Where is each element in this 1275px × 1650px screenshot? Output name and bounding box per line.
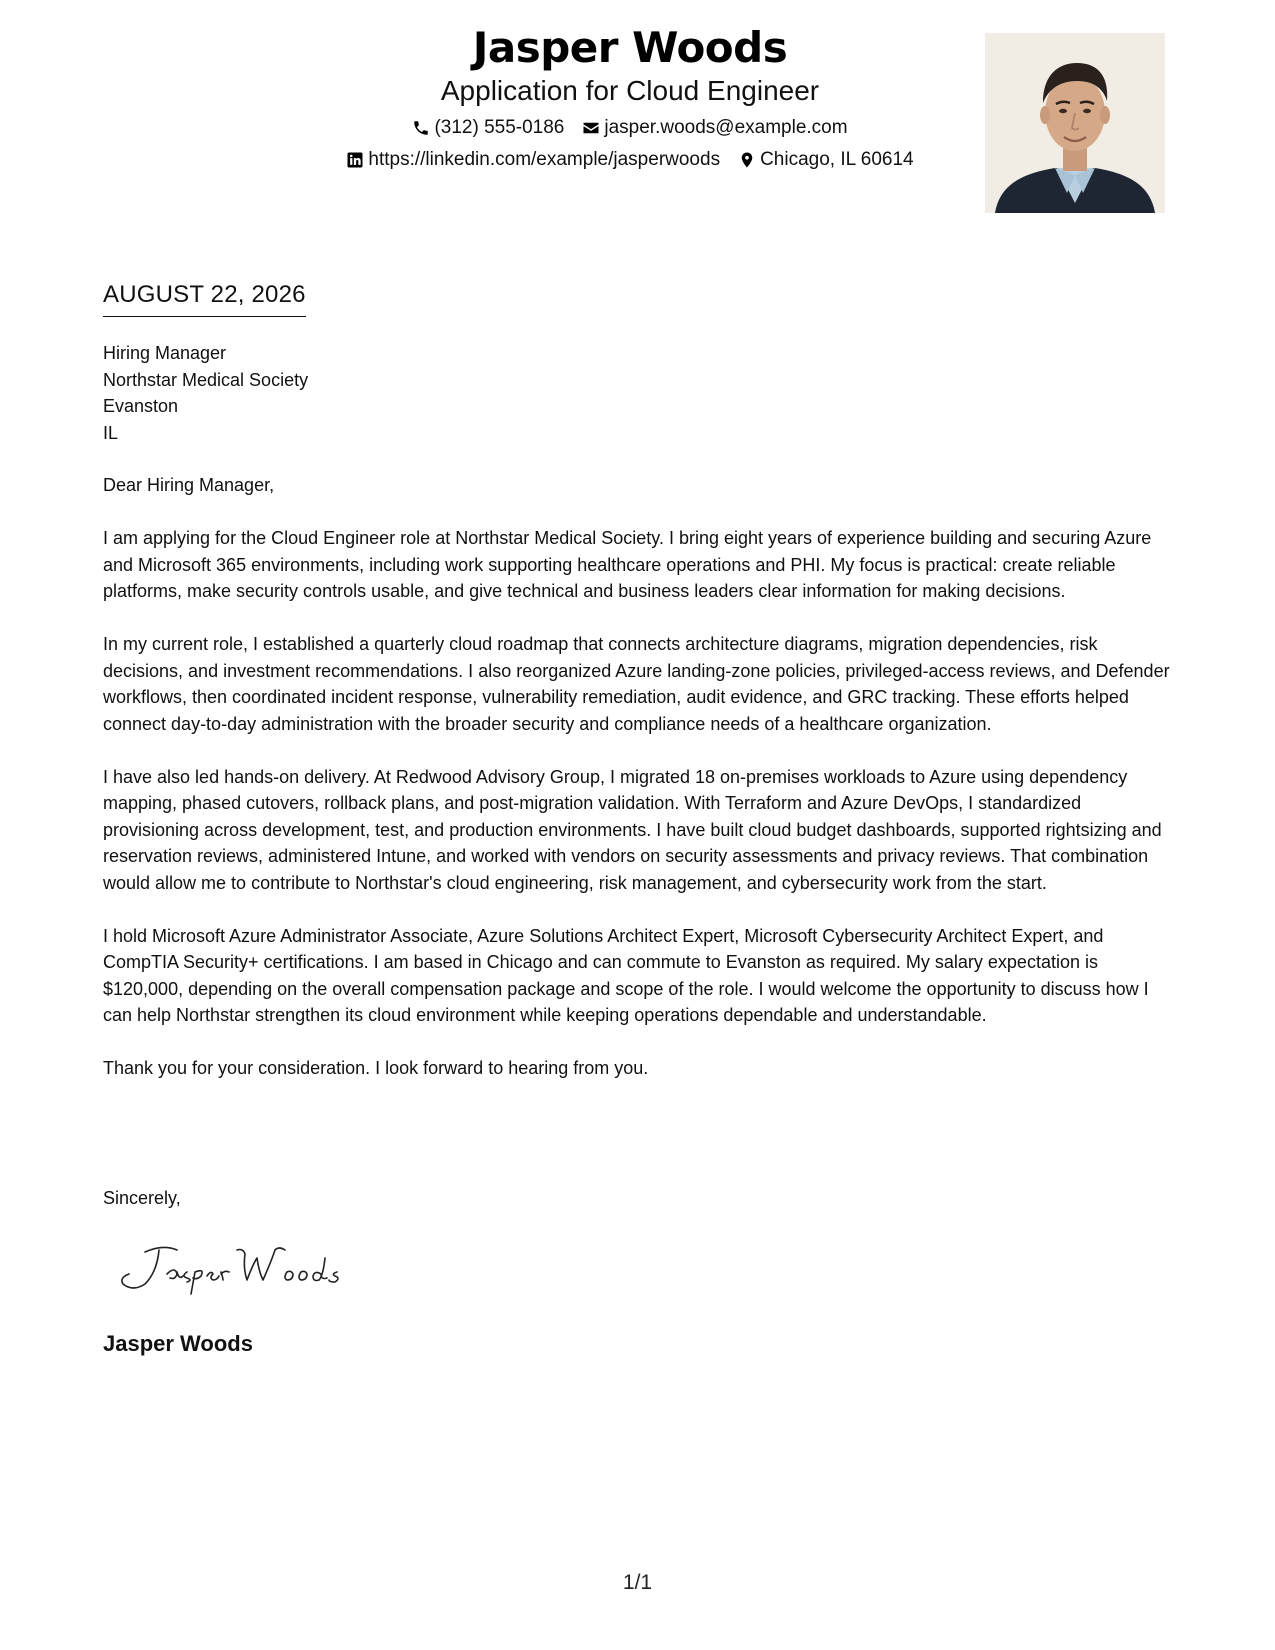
closing-line: Sincerely,	[103, 1188, 181, 1208]
phone-text: (312) 555-0186	[434, 117, 565, 138]
handwritten-signature	[115, 1238, 355, 1298]
map-pin-icon	[738, 151, 756, 169]
linkedin-icon	[346, 151, 364, 169]
body-paragraph: I am applying for the Cloud Engineer role at Northstar Medical Society. I bring eight years of experience building and securing Azure and Microsoft 365 environments, including work supporting healthcare operations and PHI. My focus is practical: create reliable platforms, make security controls usable, and give technical and business leaders clear information for making decisions.	[103, 528, 1152, 601]
location-text: Chicago, IL 60614	[760, 149, 914, 170]
letter-body	[103, 472, 1178, 1108]
recipient-state: IL	[103, 422, 119, 443]
contact-row-primary	[230, 116, 1030, 140]
recipient-block	[103, 340, 308, 446]
letter-date: AUGUST 22, 2026	[103, 280, 306, 317]
email-text[interactable]: jasper.woods@example.com	[604, 117, 848, 138]
contact-linkedin[interactable]	[346, 148, 720, 172]
body-paragraph: Thank you for your consideration. I look forward to hearing from you.	[103, 1058, 649, 1078]
body-paragraph: In my current role, I established a quarterly cloud roadmap that connects architecture diagrams, migration dependencies, risk decisions, and investment recommendations. I also reorganized Azure landing-zone policies, privileged-access reviews, and Defender workflows, then coordinated incident response, vulnerability remediation, audit evidence, and GRC tracking. These efforts helped connect day-to-day administration with the broader security and compliance needs of a healthcare organization.	[103, 634, 1170, 734]
signer-name: Jasper Woods	[103, 1331, 253, 1356]
contact-phone	[412, 116, 564, 140]
body-paragraph: I have also led hands-on delivery. At Redwood Advisory Group, I migrated 18 on-premises workloads to Azure using dependency mapping, phased cutovers, rollback plans, and post-migration validation. With Terraform and Azure DevOps, I standardized provisioning across development, test, and production environments. I have built cloud budget dashboards, supported rightsizing and reservation reviews, administered Intune, and worked with vendors on security assessments and privacy reviews. That combination would allow me to contribute to Northstar's cloud engineering, risk management, and cybersecurity work from the start.	[103, 766, 1162, 893]
letter-header	[230, 22, 1030, 172]
recipient-city: Evanston	[103, 396, 179, 416]
recipient-title: Hiring Manager	[103, 343, 227, 363]
recipient-organization: Northstar Medical Society	[103, 369, 309, 390]
contact-location	[738, 148, 914, 172]
contact-email[interactable]	[582, 116, 847, 140]
linkedin-url[interactable]: https://linkedin.com/example/jasperwoods	[368, 149, 721, 170]
envelope-icon	[582, 119, 600, 137]
body-paragraph: I hold Microsoft Azure Administrator Associate, Azure Solutions Architect Expert, Microsoft Cybersecurity Architect Expert, and CompTIA Security+ certifications. I am based in Chicago and can commute to Evanston as required. My salary expectation is $120,000, depending on the overall compensation package and scope of the role. I would welcome the opportunity to discuss how I can help Northstar strengthen its cloud environment while keeping operations dependable and understandable.	[103, 925, 1149, 1025]
contact-row-secondary	[230, 148, 1030, 172]
salutation: Dear Hiring Manager,	[103, 475, 275, 495]
application-title: Application for Cloud Engineer	[440, 75, 820, 106]
profile-photo	[985, 33, 1165, 213]
applicant-name: Jasper Woods	[472, 23, 788, 72]
page-number: 1/1	[622, 1571, 653, 1594]
phone-icon	[412, 119, 430, 137]
